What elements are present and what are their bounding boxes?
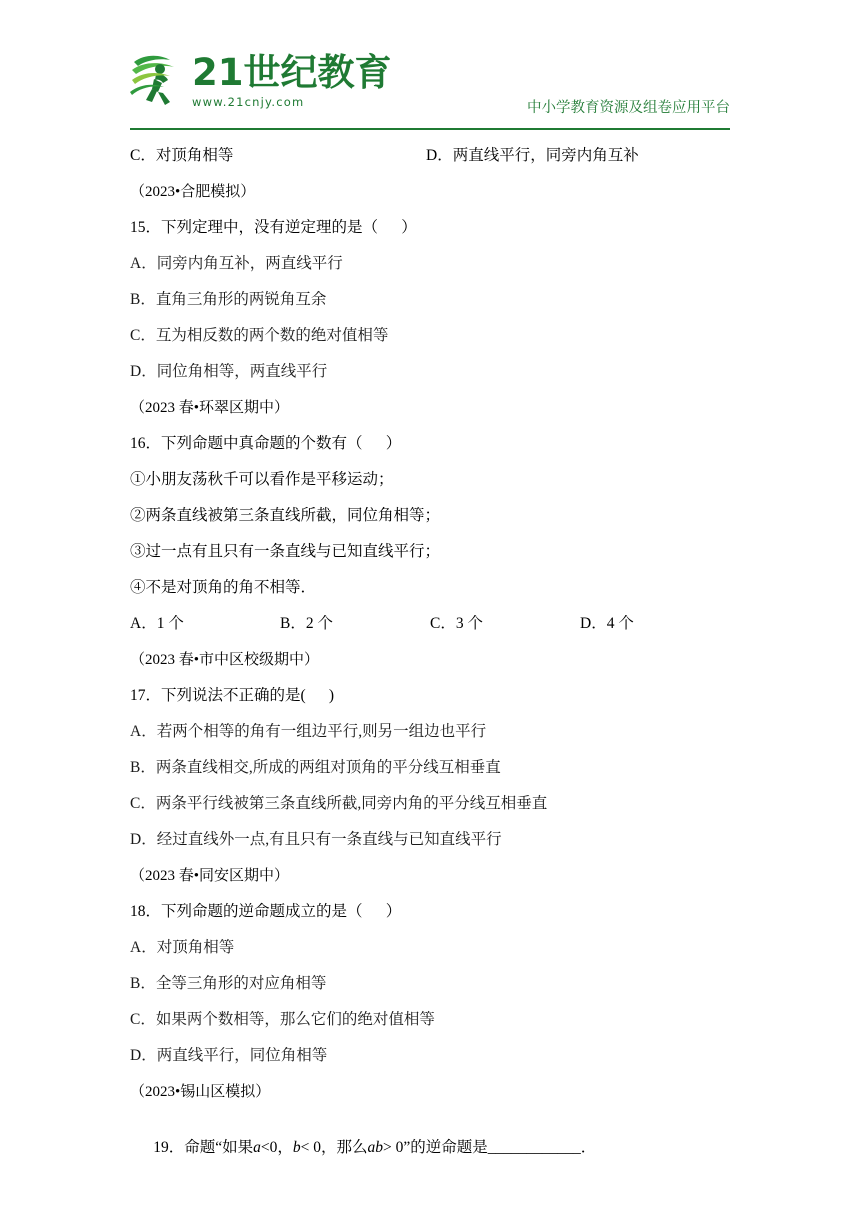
q19-prefix: 19．命题“如果 — [153, 1139, 254, 1156]
site-logo — [130, 52, 392, 109]
q19-lt1: <0 — [260, 1139, 278, 1156]
q15-source: （2023 春•环翠区期中） — [130, 400, 290, 416]
q19-sep2: ，那么 — [321, 1139, 368, 1156]
q19-var-a: a — [253, 1139, 261, 1156]
q15-stem: 15．下列定理中，没有逆定理的是（ ） — [130, 219, 417, 236]
q19-suffix: ”的逆命题是____________． — [403, 1139, 597, 1156]
q16-option-b: B．2 个 — [280, 615, 333, 632]
q14-option-d: D．两直线平行，同旁内角互补 — [426, 147, 639, 164]
q16-option-a: A．1 个 — [130, 615, 184, 632]
q17-option-b: B．两条直线相交,所成的两组对顶角的平分线互相垂直 — [130, 759, 501, 776]
q18-option-c: C．如果两个数相等，那么它们的绝对值相等 — [130, 1011, 435, 1028]
logo-url: www.21cnjy.com — [192, 95, 305, 109]
q16-options-row — [130, 614, 740, 634]
q17-option-c: C．两条平行线被第三条直线所截,同旁内角的平分线互相垂直 — [130, 795, 548, 812]
q16-item-1: ①小朋友荡秋千可以看作是平移运动； — [130, 471, 394, 488]
q18-option-b: B．全等三角形的对应角相等 — [130, 975, 327, 992]
q18-option-d: D．两直线平行，同位角相等 — [130, 1047, 328, 1064]
running-figure-icon — [130, 52, 188, 108]
q19-lt2: < 0 — [300, 1139, 322, 1156]
q17-option-a: A．若两个相等的角有一组边平行,则另一组边也平行 — [130, 723, 487, 740]
q14-source: （2023•合肥模拟） — [130, 184, 256, 200]
q14-option-c: C．对顶角相等 — [130, 147, 234, 164]
q14-options-row — [130, 146, 740, 166]
page-header — [130, 52, 730, 126]
q19-gt: > 0 — [383, 1139, 404, 1156]
header-divider — [130, 128, 730, 130]
q18-stem: 18．下列命题的逆命题成立的是（ ） — [130, 903, 402, 920]
q15-option-d: D．同位角相等，两直线平行 — [130, 363, 328, 380]
q16-stem: 16．下列命题中真命题的个数有（ ） — [130, 435, 402, 452]
q16-item-3: ③过一点有且只有一条直线与已知直线平行； — [130, 543, 441, 560]
q17-stem: 17．下列说法不正确的是( ) — [130, 687, 335, 704]
q16-source: （2023 春•市中区校级期中） — [130, 652, 320, 668]
q17-option-d: D．经过直线外一点,有且只有一条直线与已知直线平行 — [130, 831, 502, 848]
q17-source: （2023 春•同安区期中） — [130, 868, 290, 884]
logo-text — [192, 52, 392, 109]
q15-option-c: C．互为相反数的两个数的绝对值相等 — [130, 327, 389, 344]
q19-var-ab: ab — [367, 1139, 384, 1156]
q19-stem — [130, 1118, 740, 1178]
q16-item-4: ④不是对顶角的角不相等． — [130, 579, 317, 596]
logo-title: 21世纪教育 — [192, 51, 392, 94]
q19-var-b: b — [292, 1139, 301, 1156]
header-tagline: 中小学教育资源及组卷应用平台 — [527, 100, 730, 116]
q18-option-a: A．对顶角相等 — [130, 939, 235, 956]
q16-item-2: ②两条直线被第三条直线所截，同位角相等； — [130, 507, 441, 524]
q15-option-a: A．同旁内角互补，两直线平行 — [130, 255, 343, 272]
q19-sep1: ， — [277, 1139, 293, 1156]
q15-option-b: B．直角三角形的两锐角互余 — [130, 291, 327, 308]
q16-option-c: C．3 个 — [430, 615, 483, 632]
q16-option-d: D．4 个 — [580, 615, 634, 632]
q18-source: （2023•锡山区模拟） — [130, 1084, 271, 1100]
document-body — [130, 146, 740, 1194]
